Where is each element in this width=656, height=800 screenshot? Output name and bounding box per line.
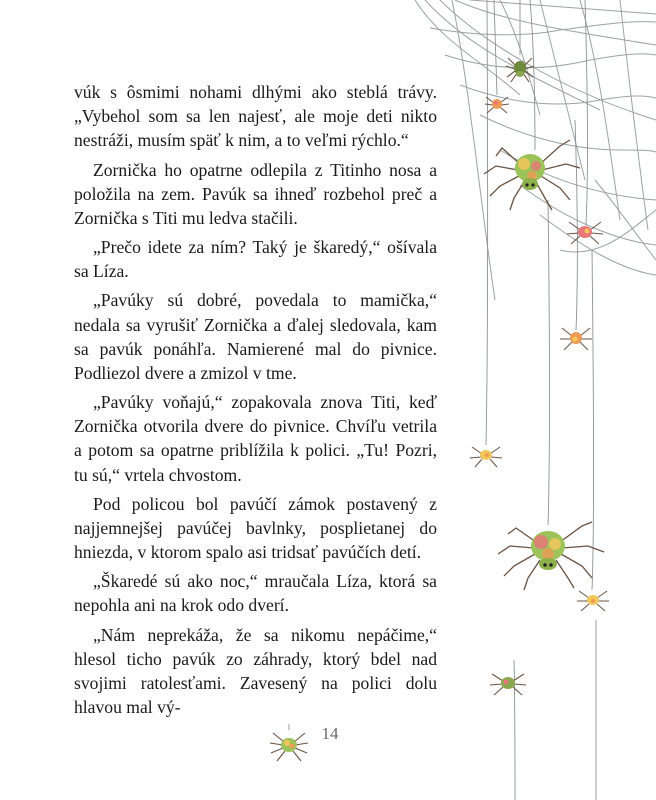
paragraph: „Pavúky sú dobré, povedala to mamička,“ nedala sa vyrušiť Zornička a ďalej sledovala, kam sa pavúk ponáhľa. Namierené mal do pivnice. Podliezol dvere a zmizol v tme. xyxy=(74,290,437,383)
spider-icon xyxy=(470,447,502,467)
paragraph: „Nám neprekáža, že sa nikomu nepáčime,“ hlesol ticho pavúk zo záhrady, ktorý bdel nad svojimi ratolesťami. Zavesený na polici dolu hlavou mal vý- xyxy=(74,624,437,718)
paragraph: Zornička ho opatrne odlepila z Titinho nosa a položila na zem. Pavúk sa ihneď rozbehol preč a Zornička s Titi mu ledva stačili. xyxy=(74,159,437,228)
spider-icon xyxy=(498,522,604,590)
paragraph: „Pavúky voňajú,“ zopakovala znova Titi, keď Zornička otvorila dvere do pivnice. Chvíľu vetrila a potom sa opatrne priblížila k polici. „Tu! Pozri, tu sú,“ vrtela chvostom. xyxy=(74,392,437,485)
spider-icon xyxy=(485,97,509,113)
spider-web xyxy=(415,0,656,300)
page-number: 14 xyxy=(321,724,339,743)
spider-icon xyxy=(490,674,526,695)
spider-icon xyxy=(577,591,609,611)
spider-icon xyxy=(560,328,592,350)
spider-icon xyxy=(567,222,603,244)
story-text xyxy=(74,80,437,724)
paragraph: „Prečo idete za ním? Taký je škaredý,“ ošívala sa Líza. xyxy=(74,237,437,282)
paragraph: „Škaredé sú ako noc,“ mraučala Líza, ktorá sa nepohla ani na krok odo dverí. xyxy=(74,571,437,616)
paragraph: Pod policou bol pavúčí zámok postavený z najjemnejšej pavúčej bavlnky, posplietanej do hniezda, v ktorom spalo asi tridsať pavúčích detí. xyxy=(74,493,437,563)
spider-icon xyxy=(484,140,580,210)
paragraph: vúk s ôsmimi nohami dlhými ako steblá trávy. „Vybehol som sa len najesť, ale moje deti nikto nestráži, musím späť k nim, a to veľmi rýchlo.“ xyxy=(74,82,437,151)
